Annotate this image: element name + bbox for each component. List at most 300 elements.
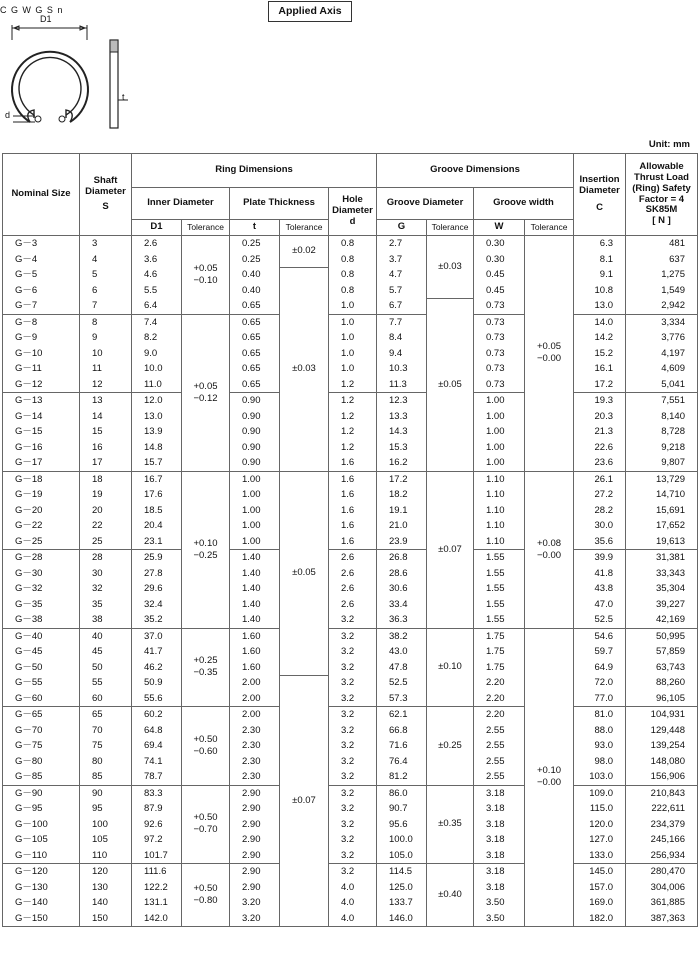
d1-cell: 12.0 <box>132 393 182 409</box>
t-cell: 0.65 <box>230 377 280 393</box>
insertion-diameter-cell: 120.0 <box>574 817 626 833</box>
hole-diameter-cell: 2.6 <box>329 566 377 582</box>
thrust-load-cell: 387,363 <box>626 911 698 927</box>
w-cell: 1.75 <box>474 644 525 660</box>
w-cell: 1.75 <box>474 660 525 676</box>
hole-diameter-cell: 1.6 <box>329 518 377 534</box>
insertion-diameter-cell: 30.0 <box>574 518 626 534</box>
t-cell: 1.00 <box>230 534 280 550</box>
insertion-diameter-cell: 17.2 <box>574 377 626 393</box>
insertion-diameter-cell: 26.1 <box>574 471 626 487</box>
hole-diameter-cell: 1.2 <box>329 393 377 409</box>
t-cell: 2.90 <box>230 817 280 833</box>
tolerance-minus: −0.35 <box>193 667 218 679</box>
g-cell: 2.7 <box>377 236 427 252</box>
thrust-load-cell: 96,105 <box>626 691 698 707</box>
table-row <box>3 393 698 409</box>
shaft-diameter-cell: 38 <box>80 612 132 628</box>
nominal-size-cell: G－90 <box>3 785 80 801</box>
tolerance-minus: −0.00 <box>536 549 562 561</box>
hole-diameter-cell: 0.8 <box>329 236 377 252</box>
insertion-diameter-cell: 127.0 <box>574 832 626 848</box>
hole-diameter-cell: 3.2 <box>329 675 377 691</box>
g-cell: 13.3 <box>377 409 427 425</box>
thrust-load-cell: 50,995 <box>626 628 698 644</box>
g-cell: 43.0 <box>377 644 427 660</box>
w-cell: 2.20 <box>474 707 525 723</box>
tolerance-minus: −0.80 <box>193 895 218 906</box>
nominal-size-cell: G－40 <box>3 628 80 644</box>
g-tolerance-cell <box>427 864 474 927</box>
thrust-load-cell: 2,942 <box>626 298 698 314</box>
table-row <box>3 487 698 503</box>
d1-cell: 60.2 <box>132 707 182 723</box>
w-cell: 1.00 <box>474 393 525 409</box>
w-cell: 0.73 <box>474 314 525 330</box>
hole-diameter-cell: 3.2 <box>329 707 377 723</box>
t-tolerance-cell <box>280 267 329 471</box>
d1-tolerance-cell <box>182 707 230 786</box>
insertion-diameter-cell: 21.3 <box>574 424 626 440</box>
hole-diameter-cell: 1.2 <box>329 440 377 456</box>
insertion-diameter-cell: 77.0 <box>574 691 626 707</box>
thrust-load-cell: 304,006 <box>626 880 698 896</box>
table-row <box>3 754 698 770</box>
thrust-load-cell: 31,381 <box>626 550 698 566</box>
hole-diameter-cell: 3.2 <box>329 754 377 770</box>
table-row <box>3 518 698 534</box>
tolerance-plus: +0.05 <box>193 380 218 392</box>
shaft-diameter-cell: 35 <box>80 597 132 613</box>
t-cell: 2.90 <box>230 864 280 880</box>
nominal-size-cell: G－25 <box>3 534 80 550</box>
thrust-load-cell: 9,218 <box>626 440 698 456</box>
tolerance-value: ±0.03 <box>292 363 316 374</box>
hole-diameter-cell: 3.2 <box>329 644 377 660</box>
header-g: G <box>377 220 427 236</box>
insertion-diameter-cell: 14.0 <box>574 314 626 330</box>
thrust-load-cell: 3,334 <box>626 314 698 330</box>
header-plate-thickness: Plate Thickness <box>230 188 329 220</box>
shaft-diameter-cell: 13 <box>80 393 132 409</box>
table-row <box>3 581 698 597</box>
hole-diameter-cell: 1.6 <box>329 471 377 487</box>
hole-diameter-cell: 2.6 <box>329 581 377 597</box>
hole-diameter-cell: 4.0 <box>329 895 377 911</box>
g-tolerance-cell <box>427 785 474 864</box>
t-cell: 1.60 <box>230 628 280 644</box>
table-row <box>3 785 698 801</box>
thrust-load-cell: 280,470 <box>626 864 698 880</box>
table-row <box>3 330 698 346</box>
table-row <box>3 864 698 880</box>
hole-diameter-cell: 2.6 <box>329 550 377 566</box>
table-row <box>3 738 698 754</box>
d1-cell: 10.0 <box>132 361 182 377</box>
table-row <box>3 675 698 691</box>
hole-diameter-cell: 2.6 <box>329 597 377 613</box>
thrust-load-cell: 234,379 <box>626 817 698 833</box>
shaft-diameter-cell: 7 <box>80 298 132 314</box>
insertion-diameter-cell: 115.0 <box>574 801 626 817</box>
d1-cell: 17.6 <box>132 487 182 503</box>
shaft-diameter-cell: 110 <box>80 848 132 864</box>
insertion-diameter-cell: 39.9 <box>574 550 626 566</box>
thrust-load-cell: 9,807 <box>626 455 698 471</box>
shaft-diameter-cell: 25 <box>80 534 132 550</box>
insertion-diameter-cell: 22.6 <box>574 440 626 456</box>
g-cell: 5.7 <box>377 283 427 299</box>
w-cell: 2.20 <box>474 675 525 691</box>
hole-diameter-cell: 3.2 <box>329 848 377 864</box>
w-cell: 3.18 <box>474 801 525 817</box>
t-cell: 1.00 <box>230 518 280 534</box>
g-cell: 6.7 <box>377 298 427 314</box>
thrust-load-cell: 15,691 <box>626 503 698 519</box>
t-cell: 0.90 <box>230 455 280 471</box>
nominal-size-cell: G－120 <box>3 864 80 880</box>
t-cell: 2.30 <box>230 769 280 785</box>
nominal-size-cell: G－28 <box>3 550 80 566</box>
hole-diameter-cell: 1.6 <box>329 487 377 503</box>
d1-cell: 74.1 <box>132 754 182 770</box>
tolerance-plus: +0.25 <box>193 655 218 667</box>
thrust-load-cell: 256,934 <box>626 848 698 864</box>
t-cell: 0.90 <box>230 393 280 409</box>
thrust-load-cell: 39,227 <box>626 597 698 613</box>
w-cell: 0.73 <box>474 330 525 346</box>
insertion-diameter-cell: 19.3 <box>574 393 626 409</box>
table-row <box>3 895 698 911</box>
thrust-load-cell: 63,743 <box>626 660 698 676</box>
shaft-diameter-cell: 30 <box>80 566 132 582</box>
table-row <box>3 377 698 393</box>
table-row <box>3 880 698 896</box>
t-cell: 1.40 <box>230 597 280 613</box>
w-cell: 3.18 <box>474 817 525 833</box>
shaft-diameter-cell: 16 <box>80 440 132 456</box>
nominal-size-cell: G－38 <box>3 612 80 628</box>
shaft-diameter-cell: 11 <box>80 361 132 377</box>
g-cell: 15.3 <box>377 440 427 456</box>
hole-diameter-cell: 0.8 <box>329 267 377 283</box>
g-cell: 11.3 <box>377 377 427 393</box>
thrust-load-cell: 35,304 <box>626 581 698 597</box>
d1-cell: 41.7 <box>132 644 182 660</box>
header-d1-tolerance: Tolerance <box>182 220 230 236</box>
w-cell: 3.18 <box>474 848 525 864</box>
w-cell: 1.10 <box>474 518 525 534</box>
d1-cell: 8.2 <box>132 330 182 346</box>
shaft-diameter-cell: 50 <box>80 660 132 676</box>
shaft-diameter-cell: 75 <box>80 738 132 754</box>
nominal-size-cell: G－75 <box>3 738 80 754</box>
header-insertion-diameter: Insertion Diameter C <box>574 154 626 236</box>
nominal-size-cell: G－50 <box>3 660 80 676</box>
shaft-diameter-cell: 130 <box>80 880 132 896</box>
table-row <box>3 769 698 785</box>
w-tolerance-cell <box>525 236 574 472</box>
shaft-diameter-cell: 19 <box>80 487 132 503</box>
shaft-diameter-cell: 4 <box>80 252 132 268</box>
tolerance-plus: +0.50 <box>193 812 218 824</box>
header-groove-dimensions: Groove Dimensions <box>377 154 574 188</box>
d1-cell: 35.2 <box>132 612 182 628</box>
tolerance-value: ±0.03 <box>438 260 462 272</box>
insertion-diameter-cell: 81.0 <box>574 707 626 723</box>
g-cell: 33.4 <box>377 597 427 613</box>
g-cell: 4.7 <box>377 267 427 283</box>
nominal-size-cell: G－95 <box>3 801 80 817</box>
t-cell: 2.90 <box>230 832 280 848</box>
thrust-load-cell: 139,254 <box>626 738 698 754</box>
thrust-load-cell: 4,197 <box>626 346 698 362</box>
d1-cell: 101.7 <box>132 848 182 864</box>
shaft-diameter-cell: 120 <box>80 864 132 880</box>
thrust-load-cell: 57,859 <box>626 644 698 660</box>
nominal-size-cell: G－9 <box>3 330 80 346</box>
shaft-diameter-cell: 65 <box>80 707 132 723</box>
shaft-diameter-cell: 150 <box>80 911 132 927</box>
t-cell: 2.90 <box>230 801 280 817</box>
insertion-diameter-cell: 182.0 <box>574 911 626 927</box>
tolerance-minus: −0.10 <box>193 274 218 286</box>
nominal-size-cell: G－16 <box>3 440 80 456</box>
shaft-diameter-cell: 40 <box>80 628 132 644</box>
thrust-load-cell: 19,613 <box>626 534 698 550</box>
thrust-load-cell: 222,611 <box>626 801 698 817</box>
table-row <box>3 361 698 377</box>
insertion-diameter-cell: 169.0 <box>574 895 626 911</box>
g-label-2: G <box>35 5 43 15</box>
n-label: n <box>57 5 63 15</box>
nominal-size-cell: G－12 <box>3 377 80 393</box>
d1-cell: 9.0 <box>132 346 182 362</box>
insertion-diameter-cell: 10.8 <box>574 283 626 299</box>
tolerance-plus: +0.10 <box>193 537 218 549</box>
shaft-diameter-cell: 8 <box>80 314 132 330</box>
g-cell: 28.6 <box>377 566 427 582</box>
g-cell: 105.0 <box>377 848 427 864</box>
t-cell: 1.40 <box>230 566 280 582</box>
t-cell: 0.90 <box>230 409 280 425</box>
tolerance-plus: +0.10 <box>536 765 562 777</box>
thrust-load-cell: 129,448 <box>626 723 698 739</box>
g-cell: 16.2 <box>377 455 427 471</box>
insertion-diameter-cell: 47.0 <box>574 597 626 613</box>
nominal-size-cell: G－7 <box>3 298 80 314</box>
shaft-diameter-cell: 20 <box>80 503 132 519</box>
nominal-size-cell: G－4 <box>3 252 80 268</box>
t-cell: 0.65 <box>230 361 280 377</box>
insertion-diameter-cell: 41.8 <box>574 566 626 582</box>
t-cell: 0.65 <box>230 346 280 362</box>
tolerance-minus: −0.70 <box>193 824 218 836</box>
g-cell: 133.7 <box>377 895 427 911</box>
d1-tolerance-cell <box>182 628 230 707</box>
g-tolerance-cell <box>427 298 474 471</box>
insertion-diameter-cell: 88.0 <box>574 723 626 739</box>
g-cell: 86.0 <box>377 785 427 801</box>
table-row <box>3 471 698 487</box>
t-cell: 2.30 <box>230 754 280 770</box>
table-row <box>3 409 698 425</box>
thrust-load-cell: 3,776 <box>626 330 698 346</box>
hole-diameter-cell: 4.0 <box>329 911 377 927</box>
d1-cell: 111.6 <box>132 864 182 880</box>
header-inner-diameter: Inner Diameter <box>132 188 230 220</box>
w-cell: 1.55 <box>474 581 525 597</box>
tolerance-plus: +0.50 <box>193 733 218 745</box>
shaft-diameter-cell: 15 <box>80 424 132 440</box>
w-cell: 1.10 <box>474 534 525 550</box>
nominal-size-cell: G－3 <box>3 236 80 252</box>
insertion-diameter-cell: 98.0 <box>574 754 626 770</box>
table-row <box>3 644 698 660</box>
t-cell: 1.00 <box>230 471 280 487</box>
tolerance-minus: −0.00 <box>536 777 562 789</box>
hole-diameter-cell: 0.8 <box>329 252 377 268</box>
thrust-load-cell: 5,041 <box>626 377 698 393</box>
tolerance-minus: −0.60 <box>193 745 218 757</box>
nominal-size-cell: G－19 <box>3 487 80 503</box>
w-tolerance-cell <box>525 628 574 927</box>
header-groove-width: Groove width <box>474 188 574 220</box>
hole-diameter-cell: 1.0 <box>329 314 377 330</box>
d1-cell: 122.2 <box>132 880 182 896</box>
thrust-load-cell: 104,931 <box>626 707 698 723</box>
d1-cell: 142.0 <box>132 911 182 927</box>
table-row <box>3 832 698 848</box>
insertion-diameter-cell: 109.0 <box>574 785 626 801</box>
thrust-load-cell: 1,549 <box>626 283 698 299</box>
nominal-size-cell: G－17 <box>3 455 80 471</box>
table-row <box>3 597 698 613</box>
g-tolerance-cell <box>427 628 474 707</box>
header-shaft-diameter: Shaft Diameter S <box>80 154 132 236</box>
t-cell: 2.90 <box>230 785 280 801</box>
g-cell: 81.2 <box>377 769 427 785</box>
thrust-load-cell: 17,652 <box>626 518 698 534</box>
t-cell: 1.40 <box>230 581 280 597</box>
nominal-size-cell: G－45 <box>3 644 80 660</box>
shaft-diameter-cell: 32 <box>80 581 132 597</box>
d1-tolerance-cell <box>182 785 230 864</box>
thrust-load-cell: 156,906 <box>626 769 698 785</box>
g-cell: 52.5 <box>377 675 427 691</box>
g-cell: 90.7 <box>377 801 427 817</box>
table-row <box>3 267 698 283</box>
insertion-diameter-cell: 59.7 <box>574 644 626 660</box>
ring-front-view <box>5 14 128 128</box>
t-tolerance-cell <box>280 471 329 675</box>
g-cell: 12.3 <box>377 393 427 409</box>
g-cell: 30.6 <box>377 581 427 597</box>
t-cell: 0.90 <box>230 424 280 440</box>
insertion-diameter-cell: 16.1 <box>574 361 626 377</box>
thrust-load-cell: 8,728 <box>626 424 698 440</box>
t-cell: 1.00 <box>230 503 280 519</box>
insertion-diameter-cell: 64.9 <box>574 660 626 676</box>
g-cell: 3.7 <box>377 252 427 268</box>
shaft-diameter-cell: 17 <box>80 455 132 471</box>
table-row <box>3 628 698 644</box>
c-label: C <box>0 5 7 15</box>
d1-cell: 27.8 <box>132 566 182 582</box>
g-cell: 36.3 <box>377 612 427 628</box>
shaft-diameter-cell: 90 <box>80 785 132 801</box>
shaft-diameter-cell: 55 <box>80 675 132 691</box>
shaft-diameter-cell: 14 <box>80 409 132 425</box>
thrust-load-cell: 33,343 <box>626 566 698 582</box>
d1-tolerance-cell <box>182 314 230 471</box>
insertion-diameter-cell: 103.0 <box>574 769 626 785</box>
d1-cell: 32.4 <box>132 597 182 613</box>
g-tolerance-cell <box>427 707 474 786</box>
w-cell: 1.00 <box>474 440 525 456</box>
t-cell: 2.00 <box>230 707 280 723</box>
shaft-diameter-cell: 6 <box>80 283 132 299</box>
g-label: G <box>10 5 18 15</box>
d1-cell: 131.1 <box>132 895 182 911</box>
hole-diameter-cell: 3.2 <box>329 801 377 817</box>
t-cell: 0.25 <box>230 236 280 252</box>
w-cell: 1.10 <box>474 471 525 487</box>
insertion-diameter-cell: 145.0 <box>574 864 626 880</box>
insertion-diameter-cell: 6.3 <box>574 236 626 252</box>
d1-cell: 78.7 <box>132 769 182 785</box>
s-label: S <box>46 5 53 15</box>
d1-cell: 13.0 <box>132 409 182 425</box>
hole-diameter-cell: 1.2 <box>329 424 377 440</box>
shaft-diameter-cell: 95 <box>80 801 132 817</box>
d1-cell: 15.7 <box>132 455 182 471</box>
nominal-size-cell: G－65 <box>3 707 80 723</box>
g-cell: 114.5 <box>377 864 427 880</box>
w-cell: 0.45 <box>474 283 525 299</box>
thrust-load-cell: 7,551 <box>626 393 698 409</box>
thrust-load-cell: 245,166 <box>626 832 698 848</box>
thrust-load-cell: 88,260 <box>626 675 698 691</box>
thrust-load-cell: 1,275 <box>626 267 698 283</box>
nominal-size-cell: G－80 <box>3 754 80 770</box>
nominal-size-cell: G－18 <box>3 471 80 487</box>
insertion-diameter-cell: 54.6 <box>574 628 626 644</box>
nominal-size-cell: G－130 <box>3 880 80 896</box>
shaft-diameter-cell: 100 <box>80 817 132 833</box>
hole-diameter-cell: 1.2 <box>329 377 377 393</box>
g-cell: 62.1 <box>377 707 427 723</box>
hole-diameter-cell: 3.2 <box>329 660 377 676</box>
insertion-diameter-cell: 72.0 <box>574 675 626 691</box>
w-cell: 0.73 <box>474 298 525 314</box>
d1-cell: 64.8 <box>132 723 182 739</box>
insertion-diameter-cell: 28.2 <box>574 503 626 519</box>
w-cell: 3.50 <box>474 895 525 911</box>
thrust-load-cell: 42,169 <box>626 612 698 628</box>
g-cell: 95.6 <box>377 817 427 833</box>
g-tolerance-cell <box>427 471 474 628</box>
nominal-size-cell: G－55 <box>3 675 80 691</box>
shaft-diameter-cell: 28 <box>80 550 132 566</box>
table-row <box>3 566 698 582</box>
hole-diameter-cell: 3.2 <box>329 769 377 785</box>
t-cell: 0.90 <box>230 440 280 456</box>
w-cell: 3.18 <box>474 785 525 801</box>
thrust-load-cell: 14,710 <box>626 487 698 503</box>
nominal-size-cell: G－14 <box>3 409 80 425</box>
g-cell: 38.2 <box>377 628 427 644</box>
